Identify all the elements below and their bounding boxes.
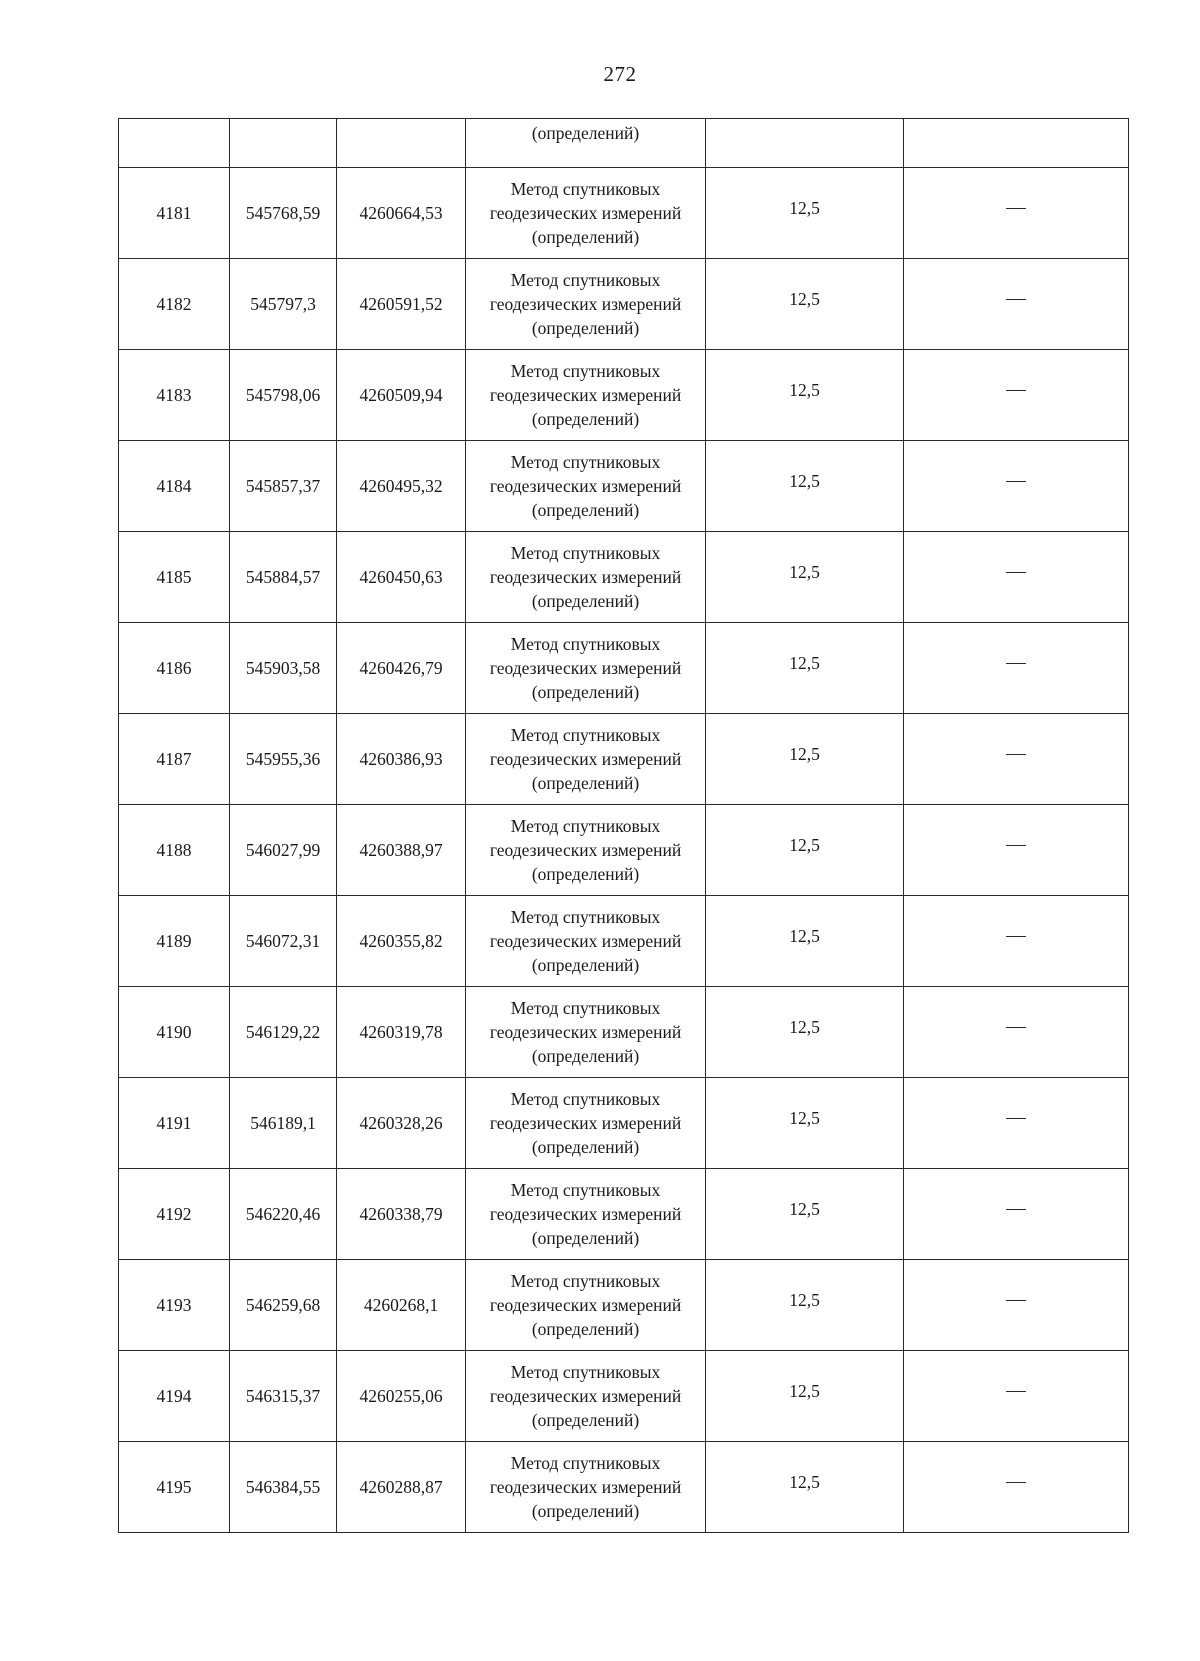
- note-text: [1026, 565, 1027, 566]
- method-line: геодезических измерений: [489, 749, 682, 769]
- y-coordinate-cell: [337, 1169, 466, 1260]
- point-number-cell: [119, 714, 230, 805]
- method-line: геодезических измерений: [489, 567, 682, 587]
- note-cell: [904, 1442, 1129, 1533]
- x-coordinate-cell-text: 545768,59: [245, 203, 321, 223]
- x-coordinate-cell-text: 545857,37: [245, 476, 321, 496]
- x-coordinate-cell: [230, 1078, 337, 1169]
- method-line: Метод спутниковых: [510, 543, 661, 563]
- method-line: (определений): [531, 1501, 640, 1521]
- note-text: [1026, 474, 1027, 475]
- accuracy-cell: [706, 1351, 904, 1442]
- method-line: (определений): [531, 682, 640, 702]
- note-cell: [904, 1351, 1129, 1442]
- x-coordinate-cell: [230, 987, 337, 1078]
- point-number-cell: [119, 350, 230, 441]
- accuracy-cell: [706, 1260, 904, 1351]
- method-cell: [466, 1169, 706, 1260]
- dash-mark: [1006, 1482, 1026, 1483]
- note-text: [1026, 1202, 1027, 1203]
- method-line: (определений): [531, 955, 640, 975]
- note-cell: [904, 805, 1129, 896]
- table-row: [119, 1260, 1129, 1351]
- method-cell: [466, 259, 706, 350]
- x-coordinate-cell: [230, 1442, 337, 1533]
- y-coordinate-cell-text: 4260328,26: [359, 1113, 443, 1133]
- method-line: (определений): [531, 1046, 640, 1066]
- method-line: геодезических измерений: [489, 1386, 682, 1406]
- accuracy-cell-text: 12,5: [789, 1472, 820, 1492]
- accuracy-cell: [706, 1169, 904, 1260]
- y-coordinate-cell: [337, 987, 466, 1078]
- point-number-cell: [119, 896, 230, 987]
- note-cell: [904, 987, 1129, 1078]
- point-number-cell: [119, 532, 230, 623]
- note-cell: [904, 623, 1129, 714]
- point-number-cell-text: 4190: [156, 1022, 192, 1042]
- point-number-cell: [119, 1442, 230, 1533]
- x-coordinate-cell: [230, 896, 337, 987]
- accuracy-cell: [706, 532, 904, 623]
- method-line: (определений): [531, 1410, 640, 1430]
- x-coordinate-cell: [230, 1260, 337, 1351]
- dash-mark: [1006, 572, 1026, 573]
- method-cell: [466, 168, 706, 259]
- table-row: [119, 441, 1129, 532]
- y-coordinate-cell: [337, 1351, 466, 1442]
- table-body: [119, 119, 1129, 1533]
- accuracy-cell: [706, 896, 904, 987]
- method-cell: [466, 350, 706, 441]
- method-line: геодезических измерений: [489, 658, 682, 678]
- table-row: [119, 259, 1129, 350]
- table-row: [119, 350, 1129, 441]
- method-line: Метод спутниковых: [510, 179, 661, 199]
- y-coordinate-cell: [337, 1260, 466, 1351]
- point-number-cell-text: 4183: [156, 385, 192, 405]
- point-number-cell: [119, 441, 230, 532]
- method-line: Метод спутниковых: [510, 270, 661, 290]
- x-coordinate-cell-text: 545884,57: [245, 567, 321, 587]
- point-number-cell: [119, 805, 230, 896]
- dash-mark: [1006, 1300, 1026, 1301]
- x-coordinate-cell: [230, 119, 337, 168]
- method-line: (определений): [531, 1319, 640, 1339]
- accuracy-cell-text: 12,5: [789, 653, 820, 673]
- table-row: [119, 532, 1129, 623]
- table-row: [119, 623, 1129, 714]
- table-row: [119, 1169, 1129, 1260]
- note-text: [1026, 1384, 1027, 1385]
- dash-mark: [1006, 936, 1026, 937]
- method-cell: [466, 532, 706, 623]
- x-coordinate-cell-text: 546027,99: [245, 840, 321, 860]
- point-number-cell-text: 4193: [156, 1295, 192, 1315]
- point-number-cell: [119, 1169, 230, 1260]
- method-line: (определений): [531, 864, 640, 884]
- y-coordinate-cell: [337, 714, 466, 805]
- method-line: геодезических измерений: [489, 203, 682, 223]
- y-coordinate-cell: [337, 623, 466, 714]
- y-coordinate-cell-text: 4260450,63: [359, 567, 443, 587]
- table-row: [119, 987, 1129, 1078]
- method-line: геодезических измерений: [489, 931, 682, 951]
- y-coordinate-cell-text: 4260288,87: [359, 1477, 443, 1497]
- accuracy-cell-text: 12,5: [789, 1017, 820, 1037]
- method-line: Метод спутниковых: [510, 1362, 661, 1382]
- dash-mark: [1006, 754, 1026, 755]
- method-cell: [466, 1078, 706, 1169]
- y-coordinate-cell-text: 4260591,52: [359, 294, 443, 314]
- accuracy-cell-text: 12,5: [789, 1381, 820, 1401]
- point-number-cell: [119, 1078, 230, 1169]
- accuracy-cell: [706, 623, 904, 714]
- x-coordinate-cell-text: 546189,1: [250, 1113, 316, 1133]
- method-line: геодезических измерений: [489, 1477, 682, 1497]
- method-line: геодезических измерений: [489, 840, 682, 860]
- x-coordinate-cell: [230, 532, 337, 623]
- y-coordinate-cell-text: 4260319,78: [359, 1022, 443, 1042]
- method-line: геодезических измерений: [489, 294, 682, 314]
- point-number-cell: [119, 623, 230, 714]
- accuracy-cell: [706, 259, 904, 350]
- accuracy-cell: [706, 119, 904, 168]
- note-cell: [904, 1169, 1129, 1260]
- y-coordinate-cell-text: 4260255,06: [359, 1386, 443, 1406]
- method-line: Метод спутниковых: [510, 1089, 661, 1109]
- method-cell: [466, 987, 706, 1078]
- method-line: геодезических измерений: [489, 1204, 682, 1224]
- x-coordinate-cell-text: 545955,36: [245, 749, 321, 769]
- method-line: Метод спутниковых: [510, 452, 661, 472]
- x-coordinate-cell: [230, 168, 337, 259]
- x-coordinate-cell-text: 546259,68: [245, 1295, 321, 1315]
- note-text: [1026, 292, 1027, 293]
- x-coordinate-cell: [230, 350, 337, 441]
- point-number-cell-text: 4192: [156, 1204, 192, 1224]
- x-coordinate-cell-text: 546384,55: [245, 1477, 321, 1497]
- method-line: (определений): [531, 591, 640, 611]
- note-cell: [904, 259, 1129, 350]
- dash-mark: [1006, 1118, 1026, 1119]
- dash-mark: [1006, 208, 1026, 209]
- y-coordinate-cell: [337, 1442, 466, 1533]
- point-number-cell: [119, 259, 230, 350]
- x-coordinate-cell-text: 546315,37: [245, 1386, 321, 1406]
- note-cell: [904, 168, 1129, 259]
- method-line: (определений): [531, 1137, 640, 1157]
- point-number-cell-text: 4191: [156, 1113, 192, 1133]
- method-line: Метод спутниковых: [510, 634, 661, 654]
- point-number-cell-text: 4182: [156, 294, 192, 314]
- y-coordinate-cell-text: 4260509,94: [359, 385, 443, 405]
- x-coordinate-cell: [230, 714, 337, 805]
- x-coordinate-cell: [230, 623, 337, 714]
- point-number-cell: [119, 168, 230, 259]
- method-line: (определений): [531, 409, 640, 429]
- table-row: [119, 1078, 1129, 1169]
- table-row: [119, 714, 1129, 805]
- method-line: Метод спутниковых: [510, 361, 661, 381]
- x-coordinate-cell: [230, 1169, 337, 1260]
- accuracy-cell: [706, 1442, 904, 1533]
- note-cell: [904, 1078, 1129, 1169]
- note-text: [1026, 1475, 1027, 1476]
- coordinates-table: [118, 118, 1129, 1533]
- dash-mark: [1006, 845, 1026, 846]
- y-coordinate-cell: [337, 1078, 466, 1169]
- note-text: [1026, 1111, 1027, 1112]
- method-line: Метод спутниковых: [510, 1271, 661, 1291]
- dash-mark: [1006, 390, 1026, 391]
- method-line: Метод спутниковых: [510, 725, 661, 745]
- x-coordinate-cell: [230, 259, 337, 350]
- dash-mark: [1006, 299, 1026, 300]
- accuracy-cell: [706, 805, 904, 896]
- method-line: (определений): [531, 318, 640, 338]
- accuracy-cell-text: 12,5: [789, 1290, 820, 1310]
- method-line: (определений): [531, 227, 640, 247]
- note-text: [1026, 929, 1027, 930]
- method-line: Метод спутниковых: [510, 1180, 661, 1200]
- accuracy-cell-text: 12,5: [789, 1108, 820, 1128]
- accuracy-cell-text: 12,5: [789, 198, 820, 218]
- dash-mark: [1006, 481, 1026, 482]
- method-line: геодезических измерений: [489, 1113, 682, 1133]
- method-line: геодезических измерений: [489, 476, 682, 496]
- method-cell: [466, 623, 706, 714]
- point-number-cell-text: 4181: [156, 203, 192, 223]
- y-coordinate-cell: [337, 805, 466, 896]
- accuracy-cell-text: 12,5: [789, 562, 820, 582]
- point-number-cell-text: 4186: [156, 658, 192, 678]
- method-line: (определений): [531, 773, 640, 793]
- method-cell: (определений): [466, 119, 706, 168]
- y-coordinate-cell: [337, 119, 466, 168]
- x-coordinate-cell-text: 546072,31: [245, 931, 321, 951]
- table-row: [119, 1442, 1129, 1533]
- method-cell: [466, 1351, 706, 1442]
- accuracy-cell-text: 12,5: [789, 744, 820, 764]
- note-cell: [904, 350, 1129, 441]
- accuracy-cell: [706, 168, 904, 259]
- note-text: [1026, 383, 1027, 384]
- y-coordinate-cell: [337, 350, 466, 441]
- dash-mark: [1006, 663, 1026, 664]
- y-coordinate-cell: [337, 259, 466, 350]
- method-line: (определений): [531, 1228, 640, 1248]
- x-coordinate-cell-text: 546220,46: [245, 1204, 321, 1224]
- note-cell: [904, 532, 1129, 623]
- table-row: [119, 1351, 1129, 1442]
- note-cell: [904, 441, 1129, 532]
- x-coordinate-cell-text: 545903,58: [245, 658, 321, 678]
- point-number-cell-text: 4195: [156, 1477, 192, 1497]
- point-number-cell: [119, 1351, 230, 1442]
- note-text: [1026, 656, 1027, 657]
- x-coordinate-cell-text: 546129,22: [245, 1022, 321, 1042]
- accuracy-cell-text: 12,5: [789, 380, 820, 400]
- note-text: [1026, 747, 1027, 748]
- x-coordinate-cell-text: 545797,3: [250, 294, 316, 314]
- point-number-cell: [119, 119, 230, 168]
- y-coordinate-cell-text: 4260664,53: [359, 203, 443, 223]
- point-number-cell-text: 4184: [156, 476, 192, 496]
- accuracy-cell: [706, 987, 904, 1078]
- point-number-cell-text: 4194: [156, 1386, 192, 1406]
- x-coordinate-cell-text: 545798,06: [245, 385, 321, 405]
- x-coordinate-cell: [230, 805, 337, 896]
- y-coordinate-cell: [337, 441, 466, 532]
- method-cell: [466, 1442, 706, 1533]
- dash-mark: [1006, 1027, 1026, 1028]
- y-coordinate-cell-text: 4260495,32: [359, 476, 443, 496]
- table-row: [119, 896, 1129, 987]
- note-text: [1026, 838, 1027, 839]
- y-coordinate-cell-text: 4260426,79: [359, 658, 443, 678]
- method-line: Метод спутниковых: [510, 1453, 661, 1473]
- x-coordinate-cell: [230, 1351, 337, 1442]
- note-text: [1026, 1020, 1027, 1021]
- accuracy-cell: [706, 714, 904, 805]
- page-number: 272: [603, 62, 637, 86]
- method-cell: [466, 1260, 706, 1351]
- y-coordinate-cell: [337, 168, 466, 259]
- note-text: [1026, 1293, 1027, 1294]
- method-line: Метод спутниковых: [510, 816, 661, 836]
- point-number-cell: [119, 987, 230, 1078]
- note-cell: [904, 119, 1129, 168]
- y-coordinate-cell-text: 4260338,79: [359, 1204, 443, 1224]
- method-cell: [466, 896, 706, 987]
- y-coordinate-cell-text: 4260355,82: [359, 931, 443, 951]
- method-cell: [466, 441, 706, 532]
- note-cell: [904, 714, 1129, 805]
- table-row: [119, 805, 1129, 896]
- accuracy-cell-text: 12,5: [789, 1199, 820, 1219]
- point-number-cell-text: 4189: [156, 931, 192, 951]
- point-number-cell-text: 4185: [156, 567, 192, 587]
- note-text: [1026, 201, 1027, 202]
- method-line: Метод спутниковых: [510, 907, 661, 927]
- x-coordinate-cell: [230, 441, 337, 532]
- y-coordinate-cell-text: 4260268,1: [363, 1295, 439, 1315]
- point-number-cell-text: 4187: [156, 749, 192, 769]
- y-coordinate-cell: [337, 896, 466, 987]
- accuracy-cell: [706, 441, 904, 532]
- note-cell: [904, 1260, 1129, 1351]
- method-cell: [466, 714, 706, 805]
- method-cell: [466, 805, 706, 896]
- y-coordinate-cell: [337, 532, 466, 623]
- method-line: геодезических измерений: [489, 1295, 682, 1315]
- accuracy-cell-text: 12,5: [789, 835, 820, 855]
- table-row: [119, 168, 1129, 259]
- accuracy-cell-text: 12,5: [789, 926, 820, 946]
- point-number-cell-text: 4188: [156, 840, 192, 860]
- accuracy-cell: [706, 350, 904, 441]
- method-line: (определений): [531, 500, 640, 520]
- continuation-row: [119, 119, 1129, 168]
- dash-mark: [1006, 1391, 1026, 1392]
- method-line: геодезических измерений: [489, 385, 682, 405]
- accuracy-cell-text: 12,5: [789, 471, 820, 491]
- dash-mark: [1006, 1209, 1026, 1210]
- accuracy-cell-text: 12,5: [789, 289, 820, 309]
- method-line: Метод спутниковых: [510, 998, 661, 1018]
- point-number-cell: [119, 1260, 230, 1351]
- accuracy-cell: [706, 1078, 904, 1169]
- y-coordinate-cell-text: 4260386,93: [359, 749, 443, 769]
- note-cell: [904, 896, 1129, 987]
- method-line: геодезических измерений: [489, 1022, 682, 1042]
- y-coordinate-cell-text: 4260388,97: [359, 840, 443, 860]
